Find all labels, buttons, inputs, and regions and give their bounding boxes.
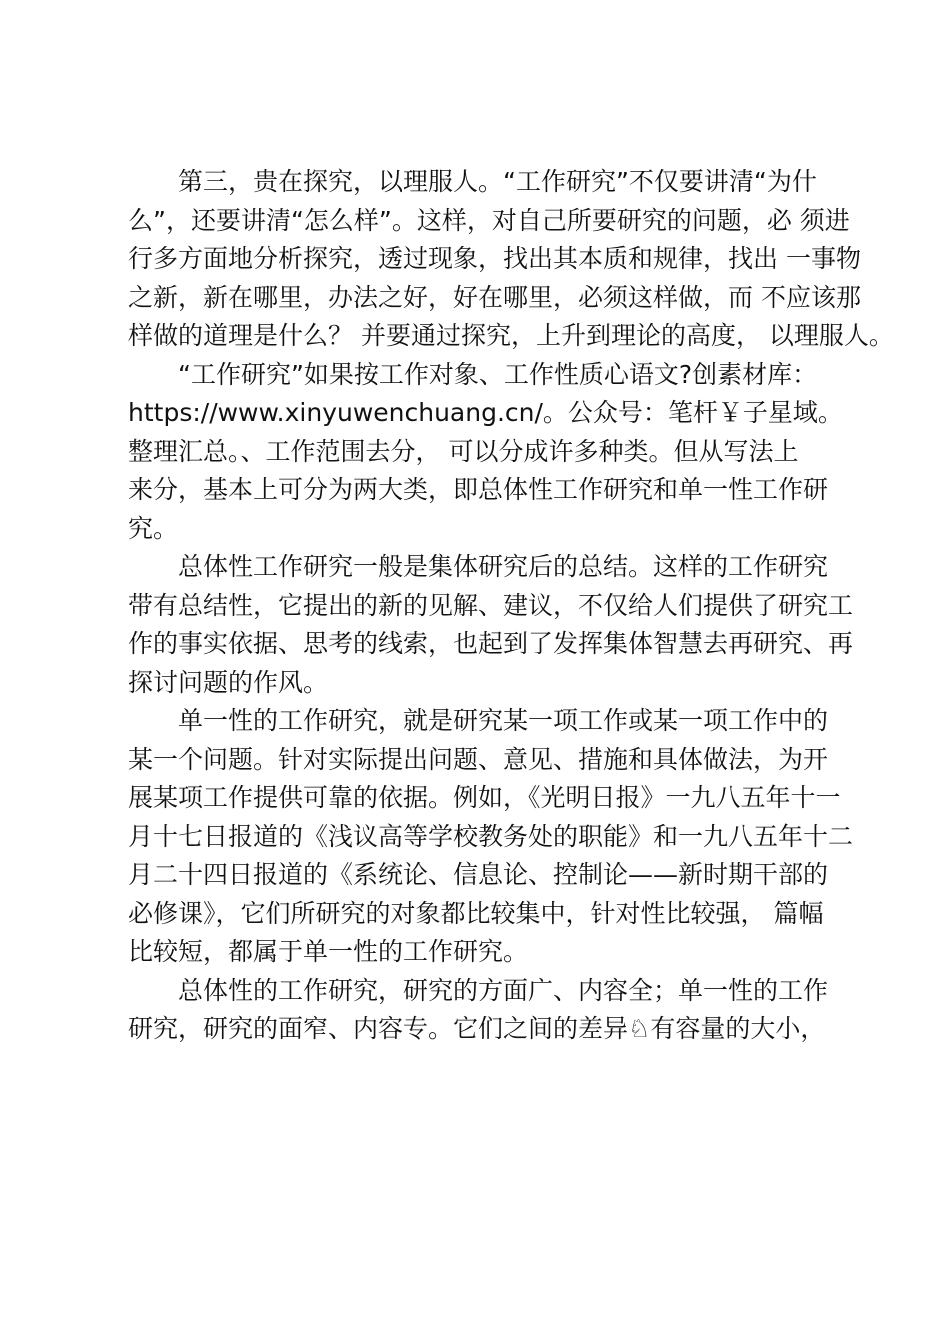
text-line: 第三，贵在探究，以理服人。“工作研究”不仅要讲清“为什	[178, 167, 817, 196]
text-line: 展某项工作提供可靠的依据。例如，《光明日报》一九八五年十一	[128, 783, 841, 812]
text-line: 行多方面地分析探究，透过现象，找出其本质和规律，找出 一事物	[128, 244, 861, 273]
text-line: 比较短，都属于单一性的工作研究。	[128, 937, 529, 966]
text-line: 单一性的工作研究，就是研究某一项工作或某一项工作中的	[178, 706, 829, 735]
text-line: 总体性工作研究一般是集体研究后的总结。这样的工作研究	[178, 552, 829, 581]
text-line: 月十七日报道的《浅议高等学校教务处的职能》和一九八五年十二	[128, 821, 854, 851]
document-body	[128, 163, 894, 1049]
text-line: 某一个问题。针对实际提出问题、意见、措施和具体做法，为开	[128, 744, 829, 774]
text-line: https://www.xinyuwenchuang.cn/。公众号：笔杆￥子星域。	[128, 398, 843, 427]
text-line: 研究，研究的面窄、内容专。它们之间的差异♘有容量的大小，	[128, 1014, 826, 1043]
text-line: 必修课》，它们所研究的对象都比较集中，针对性比较强， 篇幅	[128, 898, 824, 928]
text-line: “工作研究”如果按工作对象、工作性质心语文?创素材库：	[178, 359, 818, 389]
text-line: 作的事实依据、思考的线索，也起到了发挥集体智慧去再研究、再	[128, 629, 854, 658]
text-line: 整理汇总。、工作范围去分， 可以分成许多种类。但从写法上	[128, 436, 799, 466]
text-line: 探讨问题的作风。	[128, 667, 329, 697]
text-line: 月二十四日报道的《系统论、信息论、控制论——新时期干部的	[128, 860, 829, 889]
text-line: 总体性的工作研究，研究的方面广、内容全；单一性的工作	[178, 975, 829, 1005]
text-line: 之新，新在哪里，办法之好，好在哪里，必须这样做，而 不应该那	[128, 282, 861, 312]
text-line: 来分，基本上可分为两大类，即总体性工作研究和单一性工作研	[128, 475, 829, 504]
text-line: 么”，还要讲清“怎么样”。这样，对自己所要研究的问题，必 须进	[128, 205, 850, 235]
text-line: 带有总结性，它提出的新的见解、建议，不仅给人们提供了研究工	[128, 590, 854, 620]
text-line: 样做的道理是什么？ 并要通过探究，上升到理论的高度， 以理服人。	[128, 321, 894, 350]
text-line: 究。	[128, 513, 179, 543]
